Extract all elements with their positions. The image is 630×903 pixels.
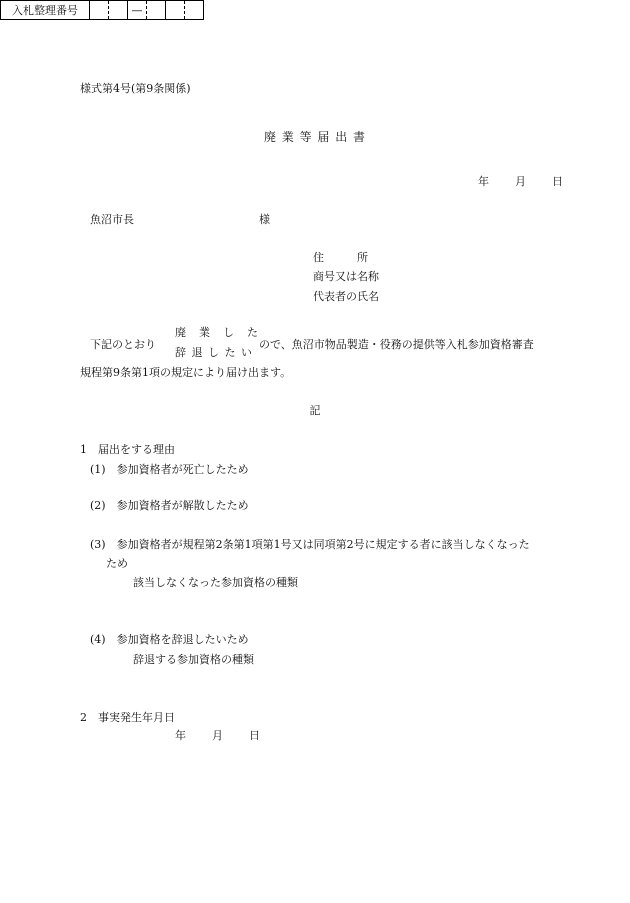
intro-option-withdraw: 辞 退 し た い — [175, 346, 253, 359]
fact-date-year: 年 — [175, 729, 186, 742]
reason-3-continuation: ため — [106, 557, 128, 570]
bid-number-cell-2[interactable] — [109, 1, 128, 20]
reason-3: (3) 参加資格者が規程第2条第1項第1号又は同項第2号に規定する者に該当しなくなった — [90, 538, 530, 551]
reason-4-subfield-label: 辞退する参加資格の種類 — [133, 653, 254, 666]
document-title: 廃 業 等 届 出 書 — [263, 130, 367, 144]
submission-date — [478, 173, 563, 189]
date-year: 年 — [478, 175, 489, 188]
ki-heading: 記 — [309, 404, 321, 417]
addressee-name: 魚沼市長 — [90, 213, 134, 226]
intro-prefix: 下記のとおり — [90, 338, 156, 351]
reason-4: (4) 参加資格を辞退したいため — [90, 633, 249, 646]
bid-number-hyphen: — — [128, 1, 147, 20]
applicant-address-label: 住 所 — [313, 251, 368, 264]
section-2-heading: 2 事実発生年月日 — [80, 711, 175, 724]
applicant-representative-label: 代表者の氏名 — [313, 290, 379, 303]
form-number: 様式第4号(第9条関係) — [80, 82, 191, 95]
date-month: 月 — [515, 175, 526, 188]
bid-number-label: 入札整理番号 — [1, 1, 90, 20]
reason-3-subfield-label: 該当しなくなった参加資格の種類 — [133, 576, 298, 589]
bid-number-cell-5[interactable] — [185, 1, 204, 20]
reason-2: (2) 参加資格者が解散したため — [90, 499, 249, 512]
fact-date — [175, 727, 260, 743]
bid-number-cell-4[interactable] — [166, 1, 185, 20]
intro-option-closure: 廃 業 し た — [175, 326, 259, 339]
intro-suffix: ので、魚沼市物品製造・役務の提供等入札参加資格審査 — [259, 338, 534, 351]
section-1-heading: 1 届出をする理由 — [80, 443, 175, 456]
fact-date-month: 月 — [212, 729, 223, 742]
bid-number-cell-1[interactable] — [90, 1, 109, 20]
addressee-honorific: 様 — [259, 213, 270, 226]
reason-1: (1) 参加資格者が死亡したため — [90, 463, 249, 476]
intro-line-2: 規程第9条第1項の規定により届け出ます。 — [80, 366, 292, 379]
bid-number-cell-3[interactable] — [147, 1, 166, 20]
fact-date-day: 日 — [249, 729, 260, 742]
bid-number-table — [0, 0, 204, 20]
applicant-company-label: 商号又は名称 — [313, 270, 379, 283]
date-day: 日 — [552, 175, 563, 188]
